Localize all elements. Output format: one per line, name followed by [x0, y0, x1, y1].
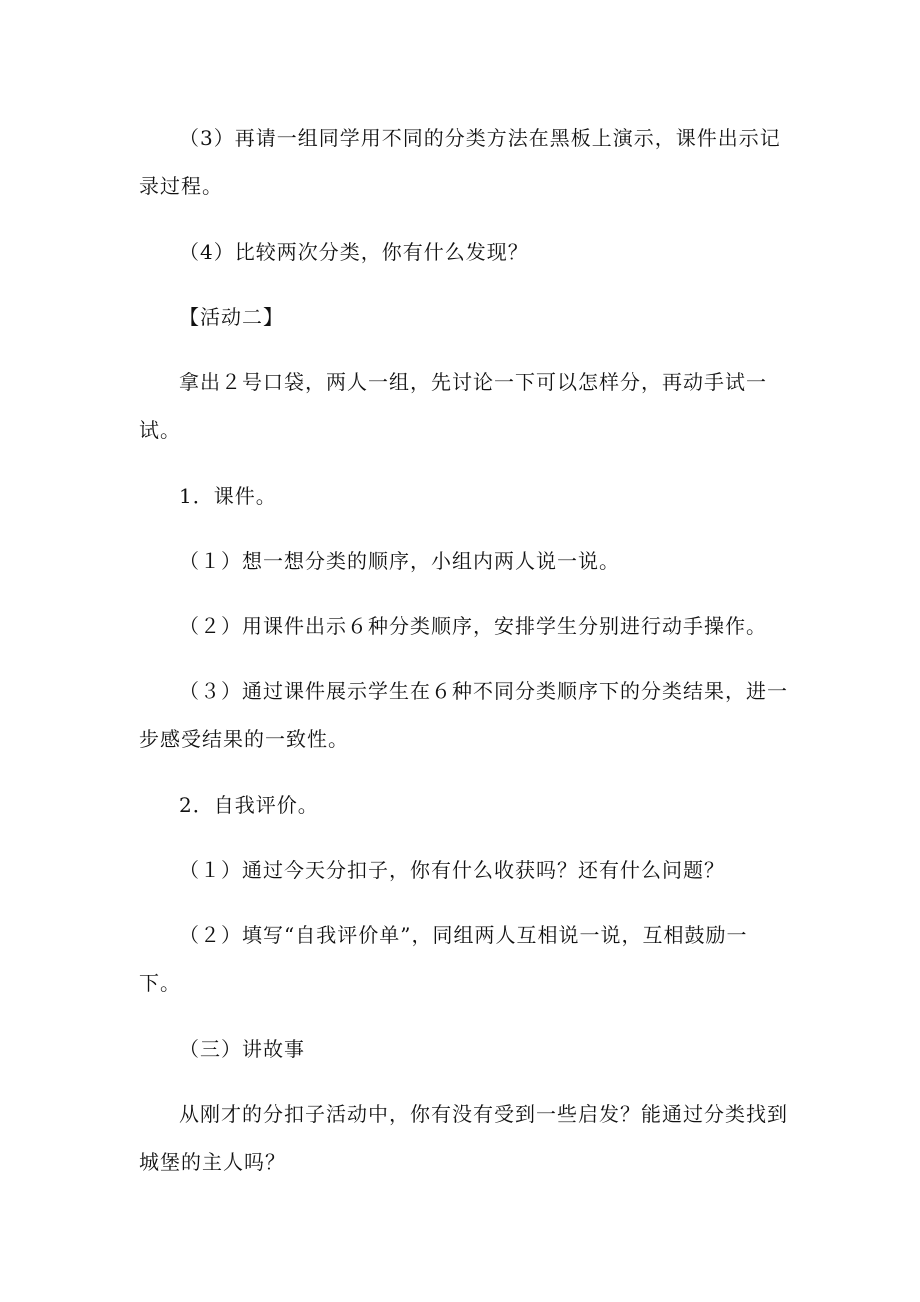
paragraph-activity-two-intro: 拿出２号口袋，两人一组，先讨论一下可以怎样分，再动手试一试。: [139, 370, 767, 442]
subheading-courseware: 1．课件。: [179, 484, 277, 508]
paragraph-courseware-1: （１）想一想分类的顺序，小组内两人说一说。: [179, 549, 620, 573]
paragraph-storytelling: 从刚才的分扣子活动中，你有没有受到一些启发？能通过分类找到城堡的主人吗？: [139, 1102, 788, 1174]
heading-storytelling: （三）讲故事: [179, 1037, 305, 1061]
paragraph-step-4: （4）比较两次分类，你有什么发现？: [179, 240, 529, 264]
paragraph-self-eval-2: （２）填写“自我评价单”，同组两人互相说一说，互相鼓励一下。: [139, 923, 748, 995]
paragraph-step-3: （3）再请一组同学用不同的分类方法在黑板上演示，课件出示记录过程。: [139, 126, 781, 198]
subheading-self-evaluation: 2．自我评价。: [179, 793, 319, 817]
heading-activity-two: 【活动二】: [179, 305, 284, 329]
paragraph-courseware-2: （２）用课件出示６种分类顺序，安排学生分别进行动手操作。: [179, 614, 767, 638]
paragraph-self-eval-1: （１）通过今天分扣子，你有什么收获吗？还有什么问题？: [179, 858, 725, 882]
paragraph-courseware-3: （３）通过课件展示学生在６种不同分类顺序下的分类结果，进一步感受结果的一致性。: [139, 679, 788, 751]
